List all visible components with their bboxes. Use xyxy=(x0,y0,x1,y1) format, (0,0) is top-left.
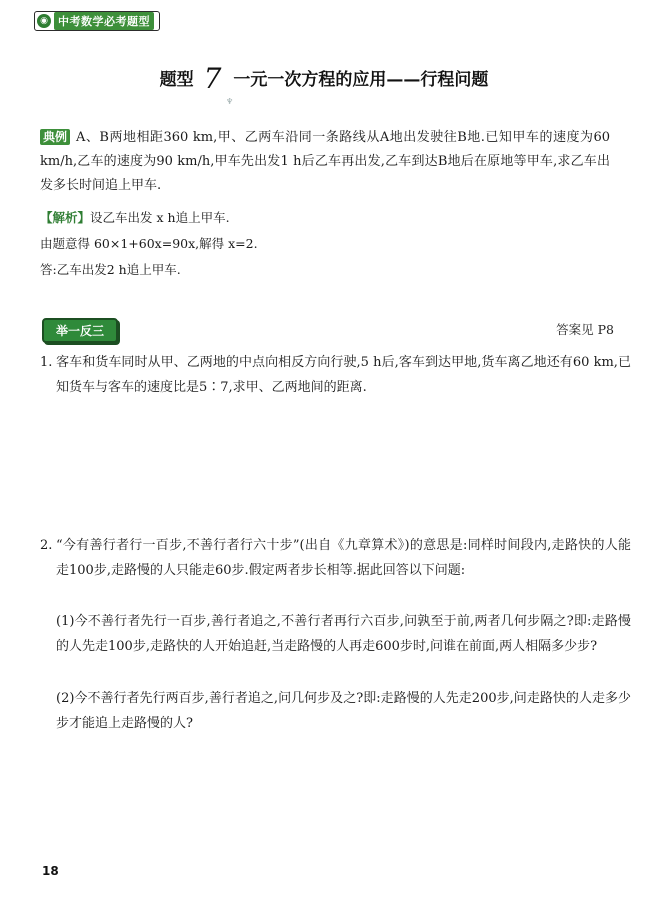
title-text: 一元一次方程的应用——行程问题 xyxy=(233,70,489,90)
question-2 xyxy=(40,533,631,583)
question-2-part-2: (2)今不善行者先行两百步,善行者追之,问几何步及之?即:走路慢的人先走200步,问走路快的人走多少步才能追上走路慢的人? xyxy=(56,691,631,731)
small-mark-icon: ♆ xyxy=(226,97,234,106)
analysis-tag: 【解析】 xyxy=(40,210,91,225)
header-tag xyxy=(34,11,160,31)
header-tag-label: 中考数学必考题型 xyxy=(54,12,154,30)
book-logo-icon: ◉ xyxy=(37,14,51,28)
practice-section-tag: 举一反三 xyxy=(42,318,118,343)
question-2-number: 2. xyxy=(40,538,53,553)
analysis-line-1 xyxy=(40,208,230,228)
question-1-text: 客车和货车同时从甲、乙两地的中点向相反方向行驶,5 h后,客车到达甲地,货车离乙地还有60 km,已知货车与客车的速度比是5∶7,求甲、乙两地间的距离. xyxy=(56,355,631,395)
example-text: A、B两地相距360 km,甲、乙两车沿同一条路线从A地出发驶往B地.已知甲车的速度为60 km/h,乙车的速度为90 km/h,甲车先出发1 h后乙车再出发,乙车到达B地后在原地等甲车,求乙车出发多长时间追上甲车. xyxy=(40,130,610,193)
analysis-line-2: 由题意得 60×1+60x=90x,解得 x=2. xyxy=(40,236,258,251)
page-number: 18 xyxy=(42,864,59,878)
question-1-number: 1. xyxy=(40,355,53,370)
page-title xyxy=(0,62,648,95)
example-paragraph xyxy=(40,126,610,198)
question-2-part-1: (1)今不善行者先行一百步,善行者追之,不善行者再行六百步,问孰至于前,两者几何步隔之?即:走路慢的人先走100步,走路快的人开始追赶,当走路慢的人再走600步时,问谁在前面,两人相隔多少步? xyxy=(56,614,631,654)
analysis-line-3: 答:乙车出发2 h追上甲车. xyxy=(40,262,181,277)
example-tag: 典例 xyxy=(40,129,70,145)
question-2-text: “今有善行者行一百步,不善行者行六十步”(出自《九章算术》)的意思是:同样时间段内,走路快的人能走100步,走路慢的人只能走60步.假定两者步长相等.据此回答以下问题: xyxy=(56,538,631,578)
title-number: 7 xyxy=(203,62,222,95)
question-1 xyxy=(40,350,631,400)
analysis-text-1: 设乙车出发 x h追上甲车. xyxy=(90,210,230,225)
title-prefix: 题型 xyxy=(159,70,194,90)
answer-reference: 答案见 P8 xyxy=(556,322,614,337)
